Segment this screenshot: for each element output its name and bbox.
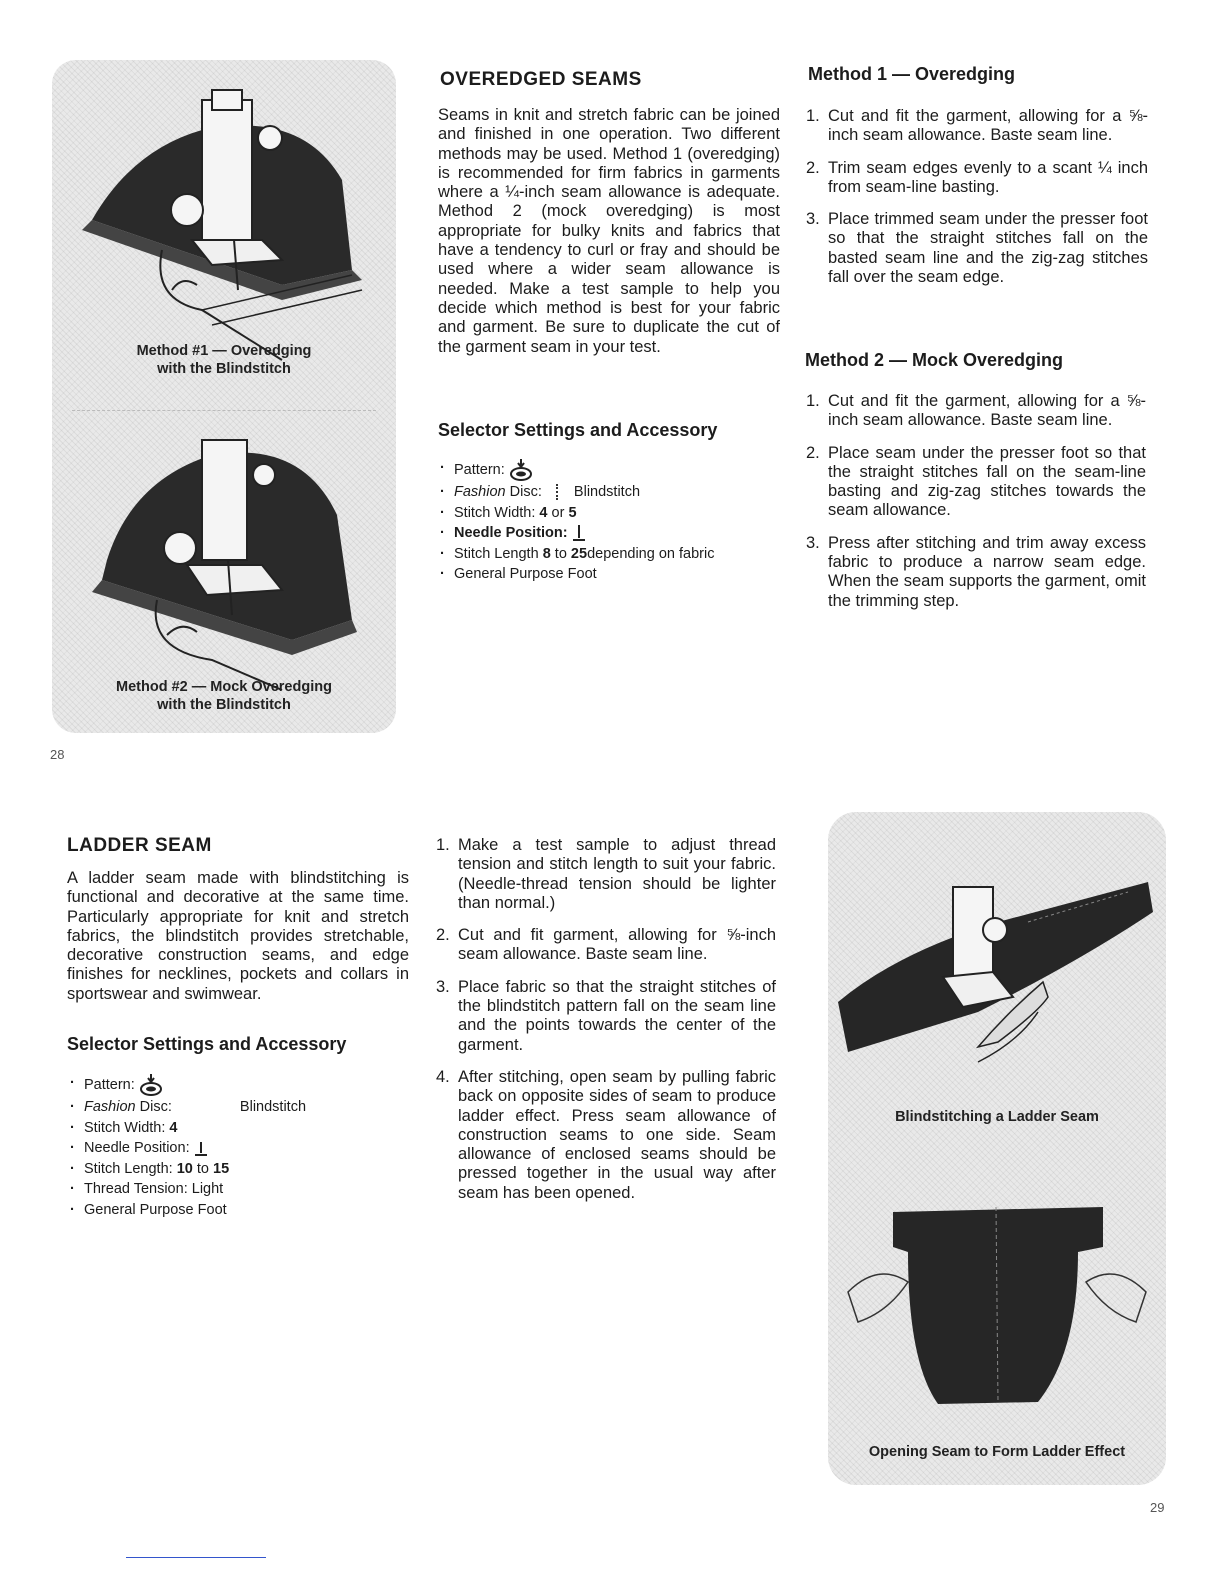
overedged-seams-paragraph: Seams in knit and stretch fabric can be joined and finished in one operation. Two different methods may be used. Method 1 (overedging) is recommended for firm fabrics in garments where a ¼-inch seam allowance is adequate. Method 2 (mock overedging) is most appropriate for bulky knits and fabrics that have a tendency to curl or fray and should be used where a wider seam allowance is needed. Make a test sample to help you decide which method is best for your fabric and garment. Be sure to duplicate the cut of the garment seam in your test. (438, 106, 780, 356)
method2-step: 3. Press after stitching and trim away excess fabric to produce a narrow seam edge. When the seam supports the garment, omit the trimming step. (806, 533, 1146, 610)
setting-foot: · General Purpose Foot (438, 564, 783, 585)
selector-settings-list-bottom (68, 1073, 408, 1220)
sewing-machine-illustration-2 (52, 420, 396, 690)
page-number-28: 28 (50, 747, 65, 762)
method1-steps (806, 107, 1148, 300)
method1-step: 2. Trim seam edges evenly to a scant ¼ inch from seam-line basting. (806, 158, 1148, 196)
selector-settings-title-top: Selector Settings and Accessory (438, 420, 718, 440)
selector-settings-title-bottom: Selector Settings and Accessory (67, 1034, 347, 1054)
overedged-seams-title: OVEREDGED SEAMS (440, 69, 642, 90)
overedging-photo-panel (52, 60, 396, 733)
method1-step: 1. Cut and fit the garment, allowing for a ⅝-inch seam allowance. Baste seam line. (806, 107, 1148, 145)
page-number-29: 29 (1150, 1500, 1165, 1515)
figure-caption-blindstitching: Blindstitching a Ladder Seam (895, 1109, 1099, 1125)
figure-divider (72, 410, 376, 411)
method2-step: 2. Place seam under the presser foot so that the straight stitches fall on the seam-line basting and zig-zag stitches towards the seam allowance. (806, 443, 1146, 520)
disc-marker-icon (556, 484, 560, 500)
setting-needle-position: · Needle Position: (68, 1138, 408, 1159)
ladder-seam-photo-panel (828, 812, 1166, 1485)
figure-caption-method2: Method #2 — Mock Overedging with the Blindstitch (116, 679, 332, 713)
method2-steps (806, 392, 1146, 624)
figure-caption-method1: Method #1 — Overedging with the Blindstitch (136, 343, 312, 377)
setting-stitch-width: · Stitch Width: 4 (68, 1118, 408, 1139)
setting-needle-position: · Needle Position: (438, 523, 783, 544)
ladder-step: 2. Cut and fit garment, allowing for ⅝-inch seam allowance. Baste seam line. (436, 926, 776, 964)
selector-settings-list-top (438, 458, 783, 585)
blindstitch-pattern-icon (139, 1073, 163, 1097)
ladder-step: 1. Make a test sample to adjust thread tension and stitch length to suit your fabric. (Needle-thread tension should be lighter than normal.) (436, 836, 776, 912)
method1-title: Method 1 — Overedging (808, 64, 1016, 84)
ladder-seam-title: LADDER SEAM (67, 835, 212, 856)
setting-stitch-length: · Stitch Length 8 to 25depending on fabric (438, 544, 783, 565)
method1-step: 3. Place trimmed seam under the presser foot so that the straight stitches fall on the basted seam line and the zig-zag stitches fall over the seam edge. (806, 210, 1148, 287)
ladder-step: 4. After stitching, open seam by pulling fabric back on opposite sides of seam to produce ladder effect. Press seam allowance of construction seams to one side. Seam allowance of enclosed seams should be pressed together in the usual way after seam has been opened. (436, 1067, 776, 1202)
figure-caption-opening-seam: Opening Seam to Form Ladder Effect (868, 1444, 1126, 1460)
method2-step: 1. Cut and fit the garment, allowing for a ⅝-inch seam allowance. Baste seam line. (806, 392, 1146, 430)
method2-title: Method 2 — Mock Overedging (805, 350, 1064, 370)
bottom-rule (126, 1557, 266, 1558)
setting-stitch-length: · Stitch Length: 10 to 15 (68, 1159, 408, 1180)
ladder-effect-illustration (828, 1172, 1166, 1432)
ladder-seam-paragraph: A ladder seam made with blindstitching is functional and decorative at the same time. Particularly appropriate for knit and stretch fabrics, the blindstitch provides stretchable, decorative construction seams, and edge finishes for necklines, pockets and collars in sportswear and swimwear. (67, 869, 409, 1003)
needle-position-icon (572, 523, 586, 543)
ladder-step: 3. Place fabric so that the straight stitches of the blindstitch pattern fall on the seam line and the points towards the center of the garment. (436, 977, 776, 1054)
setting-foot: · General Purpose Foot (68, 1200, 408, 1221)
setting-pattern: · Pattern: (438, 458, 783, 482)
ladder-seam-machine-illustration (828, 812, 1166, 1112)
setting-fashion-disc: · Fashion Disc: Blindstitch (68, 1097, 408, 1118)
sewing-machine-illustration-1 (52, 60, 396, 390)
setting-stitch-width: · Stitch Width: 4 or 5 (438, 503, 783, 524)
setting-thread-tension: · Thread Tension: Light (68, 1179, 408, 1200)
needle-position-icon (194, 1138, 208, 1158)
setting-fashion-disc: · Fashion Disc: Blindstitch (438, 482, 783, 503)
ladder-seam-steps (436, 836, 776, 1216)
setting-pattern: · Pattern: (68, 1073, 408, 1097)
blindstitch-pattern-icon (509, 458, 533, 482)
